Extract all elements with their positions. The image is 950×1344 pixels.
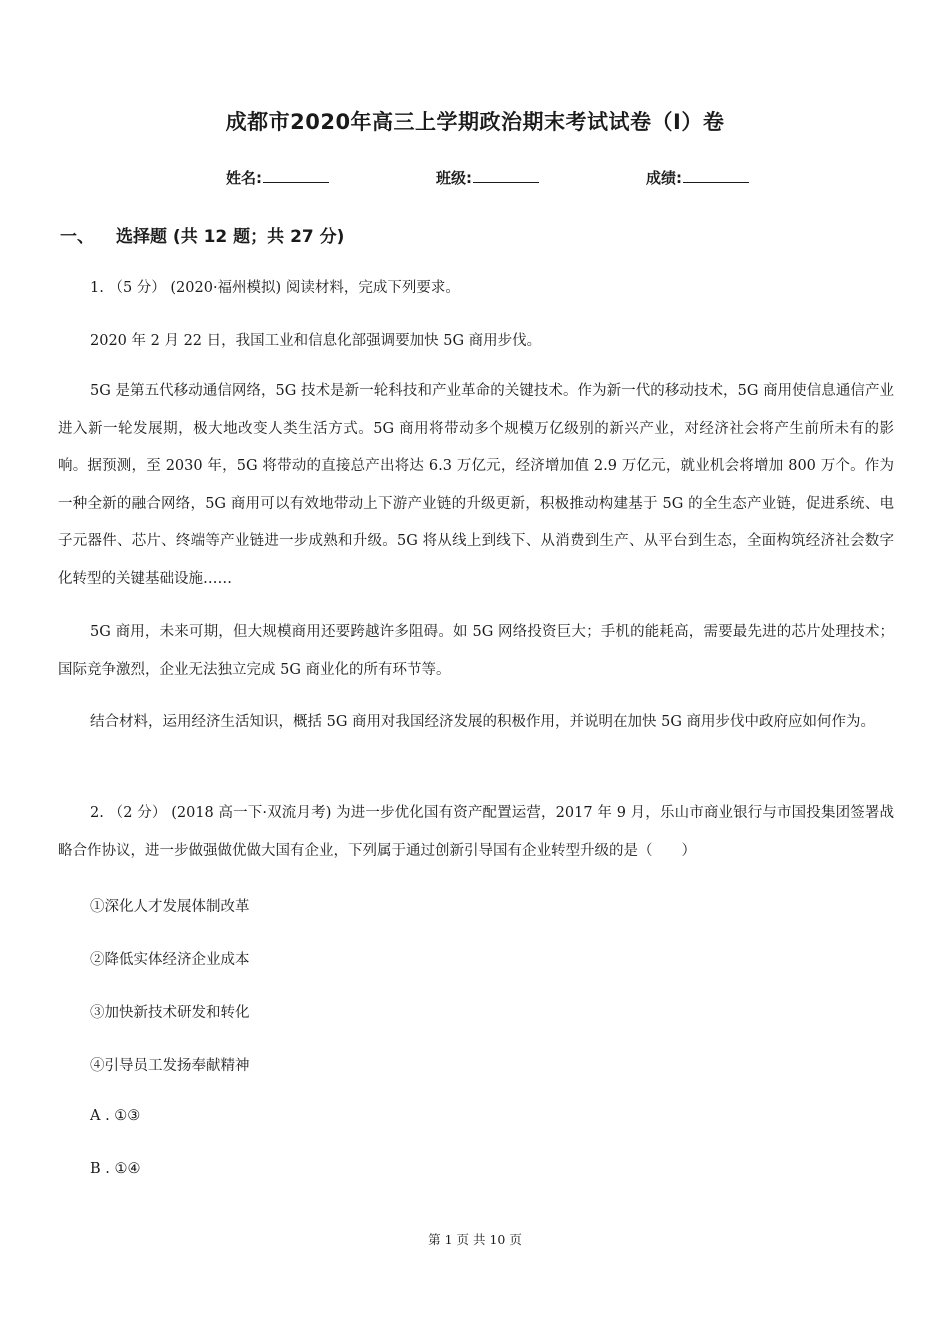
question-1-stem: 1. （5 分） (2020·福州模拟) 阅读材料，完成下列要求。 [90, 280, 460, 296]
question-2-item: ④引导员工发扬奉献精神 [90, 1058, 250, 1074]
question-2-item: ①深化人才发展体制改革 [90, 899, 250, 915]
class-field [436, 167, 539, 188]
question-2-option-b[interactable]: B . ①④ [90, 1161, 141, 1177]
name-field [226, 167, 329, 188]
page-footer: 第 1 页 共 10 页 [428, 1232, 522, 1247]
question-1-material-1: 2020 年 2 月 22 日，我国工业和信息化部强调要加快 5G 商用步伐。 [90, 333, 542, 349]
class-label: 班级: [436, 169, 472, 187]
exam-title: 成都市2020年高三上学期政治期末考试试卷（I）卷 [225, 110, 725, 134]
section-heading [60, 222, 344, 247]
score-blank [683, 167, 749, 183]
section-title: 选择题 (共 12 题；共 27 分) [116, 227, 345, 247]
question-2-stem: 2. （2 分） (2018 高一下·双流月考) 为进一步优化国有资产配置运营，2017 年 9 月，乐山市商业银行与市国投集团签署战略合作协议，进一步做强做优做大国有企业，下列属于通过创新引导国有企业转型升级的是（ ） [58, 805, 894, 859]
question-2-item: ③加快新技术研发和转化 [90, 1005, 250, 1021]
question-2-item: ②降低实体经济企业成本 [90, 952, 250, 968]
question-1-material-3: 5G 商用，未来可期，但大规模商用还要跨越许多阻碍。如 5G 网络投资巨大；手机的能耗高，需要最先进的芯片处理技术；国际竞争激烈，企业无法独立完成 5G 商业化的所有环节等。 [58, 624, 894, 678]
name-label: 姓名: [226, 169, 262, 187]
question-1-requirement: 结合材料，运用经济生活知识，概括 5G 商用对我国经济发展的积极作用，并说明在加快 5G 商用步伐中政府应如何作为。 [90, 714, 876, 730]
question-2-option-a[interactable]: A . ①③ [90, 1108, 141, 1124]
student-info-row [0, 167, 950, 189]
score-field [646, 167, 749, 188]
question-1-material-2: 5G 是第五代移动通信网络，5G 技术是新一轮科技和产业革命的关键技术。作为新一代的移动技术，5G 商用使信息通信产业进入新一轮发展期，极大地改变人类生活方式。5G 商用将带动多个规模万亿级别的新兴产业，对经济社会将产生前所未有的影响。据预测，至 2030 年，5G 将带动的直接总产出将达 6.3 万亿元，经济增加值 2.9 万亿元，就业机会将增加 800 万个。作为一种全新的融合网络，5G 商用可以有效地带动上下游产业链的升级更新，积极推动构建基于 5G 的全生态产业链，促进系统、电子元器件、芯片、终端等产业链进一步成熟和升级。5G 将从线上到线下、从消费到生产、从平台到生态，全面构筑经济社会数字化转型的关键基础设施…… [58, 383, 894, 587]
score-label: 成绩: [646, 169, 682, 187]
class-blank [473, 167, 539, 183]
section-number: 一、 [60, 227, 94, 247]
name-blank [263, 167, 329, 183]
